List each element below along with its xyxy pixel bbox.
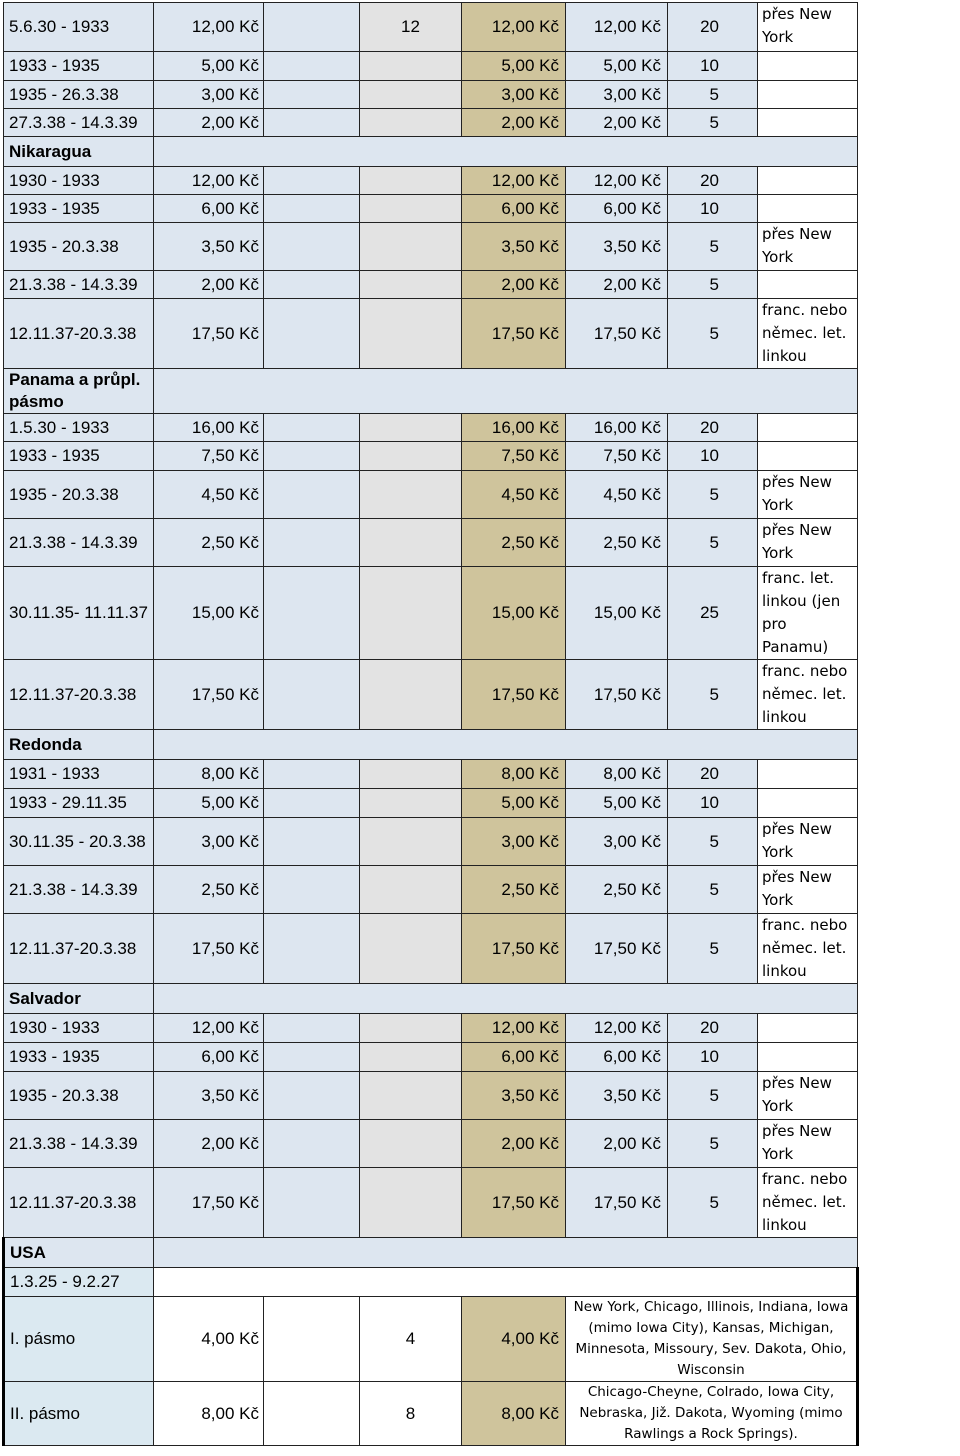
weight-value: 25 xyxy=(668,567,758,660)
weight-value: 5 xyxy=(668,109,758,137)
weight-value: 20 xyxy=(668,3,758,52)
rate-value: 17,50 Kč xyxy=(154,299,264,369)
route-note: franc. nebo němec. let. linkou xyxy=(758,1168,858,1238)
section-fill xyxy=(154,730,858,760)
route-note xyxy=(758,271,858,299)
weight-value xyxy=(264,914,360,984)
weight-value: 5 xyxy=(668,271,758,299)
weight-value xyxy=(264,271,360,299)
weight-value xyxy=(264,1014,360,1043)
row-period: 27.3.38 - 14.3.39 xyxy=(4,109,154,137)
weight-value xyxy=(264,567,360,660)
route-note: přes New York xyxy=(758,866,858,914)
count-value xyxy=(360,866,462,914)
count-value xyxy=(360,1043,462,1072)
rate-value: 6,00 Kč xyxy=(462,195,566,223)
rate-value: 6,00 Kč xyxy=(566,1043,668,1072)
count-value xyxy=(360,442,462,471)
weight-value: 5 xyxy=(668,1168,758,1238)
rate-value: 2,00 Kč xyxy=(462,109,566,137)
rate-value: 2,00 Kč xyxy=(462,271,566,299)
weight-value xyxy=(264,3,360,52)
row-period: 5.6.30 - 1933 xyxy=(4,3,154,52)
route-note: přes New York xyxy=(758,223,858,271)
rate-value: 17,50 Kč xyxy=(566,660,668,730)
route-note xyxy=(758,81,858,109)
rate-value: 15,00 Kč xyxy=(154,567,264,660)
route-note xyxy=(758,52,858,81)
row-period: 12.11.37-20.3.38 xyxy=(4,660,154,730)
rate-value: 2,00 Kč xyxy=(154,1120,264,1168)
weight-value: 20 xyxy=(668,167,758,195)
weight-value: 5 xyxy=(668,471,758,519)
weight-value: 5 xyxy=(668,914,758,984)
rate-value: 2,50 Kč xyxy=(154,519,264,567)
count-value: 12 xyxy=(360,3,462,52)
row-period: 21.3.38 - 14.3.39 xyxy=(4,1120,154,1168)
rate-value: 3,50 Kč xyxy=(154,223,264,271)
weight-value xyxy=(264,1297,360,1382)
row-period: 1930 - 1933 xyxy=(4,1014,154,1043)
section-title: USA xyxy=(4,1238,154,1268)
rate-value: 5,00 Kč xyxy=(566,52,668,81)
weight-value xyxy=(264,1072,360,1120)
count-value xyxy=(360,760,462,789)
weight-value: 5 xyxy=(668,1072,758,1120)
count-value xyxy=(360,1072,462,1120)
route-note xyxy=(758,1043,858,1072)
airmail-rate-table xyxy=(2,2,859,1446)
section-title: Nikaragua xyxy=(4,137,154,167)
row-period: 21.3.38 - 14.3.39 xyxy=(4,866,154,914)
route-note xyxy=(758,414,858,442)
rate-value: 17,50 Kč xyxy=(462,1168,566,1238)
row-period: 1935 - 20.3.38 xyxy=(4,223,154,271)
rate-value: 17,50 Kč xyxy=(566,299,668,369)
route-note: přes New York xyxy=(758,471,858,519)
weight-value: 5 xyxy=(668,223,758,271)
rate-value: 17,50 Kč xyxy=(462,914,566,984)
count-value xyxy=(360,271,462,299)
rate-value: 2,50 Kč xyxy=(566,519,668,567)
count-value xyxy=(360,299,462,369)
rate-value: 2,00 Kč xyxy=(566,271,668,299)
row-period: 1930 - 1933 xyxy=(4,167,154,195)
count-value: 4 xyxy=(360,1297,462,1382)
count-value xyxy=(360,1168,462,1238)
rate-value: 2,00 Kč xyxy=(566,109,668,137)
row-period: 1.3.25 - 9.2.27 xyxy=(4,1268,154,1297)
weight-value xyxy=(264,52,360,81)
weight-value: 10 xyxy=(668,195,758,223)
route-note: franc. let. linkou (jen pro Panamu) xyxy=(758,567,858,660)
rate-value: 3,50 Kč xyxy=(566,1072,668,1120)
rate-value: 16,00 Kč xyxy=(566,414,668,442)
route-note xyxy=(758,442,858,471)
route-note: franc. nebo němec. let. linkou xyxy=(758,914,858,984)
rate-value: 7,50 Kč xyxy=(566,442,668,471)
rate-value: 2,50 Kč xyxy=(154,866,264,914)
route-note: přes New York xyxy=(758,1072,858,1120)
weight-value: 20 xyxy=(668,760,758,789)
weight-value xyxy=(264,1168,360,1238)
rate-value: 12,00 Kč xyxy=(462,3,566,52)
rate-value: 12,00 Kč xyxy=(154,3,264,52)
row-period: 1935 - 26.3.38 xyxy=(4,81,154,109)
section-fill xyxy=(154,369,858,414)
weight-value xyxy=(264,442,360,471)
rate-value: 12,00 Kč xyxy=(566,1014,668,1043)
rate-value: 4,50 Kč xyxy=(462,471,566,519)
weight-value xyxy=(264,109,360,137)
rate-value: 8,00 Kč xyxy=(462,1382,566,1446)
rate-value: 3,50 Kč xyxy=(462,223,566,271)
route-note: Chicago-Cheyne, Colrado, Iowa City, Nebraska, Již. Dakota, Wyoming (mimo Rawlings a Rock Springs). xyxy=(566,1382,858,1446)
count-value xyxy=(360,195,462,223)
route-note xyxy=(758,789,858,818)
section-fill xyxy=(154,1238,858,1268)
rate-value: 2,50 Kč xyxy=(566,866,668,914)
rate-value: 3,50 Kč xyxy=(566,223,668,271)
rate-value: 17,50 Kč xyxy=(462,299,566,369)
route-note: franc. nebo němec. let. linkou xyxy=(758,299,858,369)
count-value xyxy=(360,818,462,866)
row-period: 1935 - 20.3.38 xyxy=(4,471,154,519)
section-fill xyxy=(154,984,858,1014)
rate-value: 4,00 Kč xyxy=(154,1297,264,1382)
section-title: Salvador xyxy=(4,984,154,1014)
weight-value xyxy=(264,1120,360,1168)
count-value xyxy=(360,914,462,984)
rate-value: 3,00 Kč xyxy=(566,81,668,109)
rate-value: 6,00 Kč xyxy=(566,195,668,223)
rate-value: 8,00 Kč xyxy=(566,760,668,789)
weight-value: 5 xyxy=(668,299,758,369)
rate-value: 17,50 Kč xyxy=(566,914,668,984)
row-period: 30.11.35- 11.11.37 xyxy=(4,567,154,660)
count-value xyxy=(360,1014,462,1043)
rate-value: 17,50 Kč xyxy=(154,1168,264,1238)
row-period: 1933 - 1935 xyxy=(4,195,154,223)
rate-value: 3,00 Kč xyxy=(566,818,668,866)
row-period: 12.11.37-20.3.38 xyxy=(4,299,154,369)
rate-value: 2,00 Kč xyxy=(154,109,264,137)
row-period: 1935 - 20.3.38 xyxy=(4,1072,154,1120)
row-period: 1933 - 1935 xyxy=(4,1043,154,1072)
rate-value: 5,00 Kč xyxy=(154,789,264,818)
section-title: Panama a průpl. pásmo xyxy=(4,369,154,414)
rate-value: 6,00 Kč xyxy=(462,1043,566,1072)
weight-value xyxy=(264,519,360,567)
rate-value: 5,00 Kč xyxy=(462,52,566,81)
rate-value: 3,00 Kč xyxy=(462,818,566,866)
rate-value: 17,50 Kč xyxy=(566,1168,668,1238)
count-value: 8 xyxy=(360,1382,462,1446)
rate-value: 17,50 Kč xyxy=(154,914,264,984)
weight-value: 10 xyxy=(668,1043,758,1072)
weight-value xyxy=(264,789,360,818)
route-note: přes New York xyxy=(758,3,858,52)
row-period: 1933 - 1935 xyxy=(4,442,154,471)
rate-value: 8,00 Kč xyxy=(154,760,264,789)
weight-value xyxy=(264,818,360,866)
weight-value: 20 xyxy=(668,414,758,442)
route-note: přes New York xyxy=(758,1120,858,1168)
count-value xyxy=(360,109,462,137)
rate-value: 12,00 Kč xyxy=(154,1014,264,1043)
route-note: přes New York xyxy=(758,519,858,567)
weight-value xyxy=(264,167,360,195)
rate-value: 12,00 Kč xyxy=(566,3,668,52)
row-period: 30.11.35 - 20.3.38 xyxy=(4,818,154,866)
rate-value: 3,00 Kč xyxy=(154,818,264,866)
weight-value: 20 xyxy=(668,1014,758,1043)
rate-value: 6,00 Kč xyxy=(154,1043,264,1072)
rate-value: 12,00 Kč xyxy=(462,1014,566,1043)
rate-value: 3,00 Kč xyxy=(462,81,566,109)
count-value xyxy=(360,660,462,730)
count-value xyxy=(360,167,462,195)
weight-value xyxy=(264,1382,360,1446)
rate-value: 12,00 Kč xyxy=(154,167,264,195)
rate-value: 7,50 Kč xyxy=(154,442,264,471)
rate-value: 8,00 Kč xyxy=(154,1382,264,1446)
rate-value: 3,50 Kč xyxy=(154,1072,264,1120)
row-period: 1933 - 29.11.35 xyxy=(4,789,154,818)
weight-value: 10 xyxy=(668,789,758,818)
route-note: New York, Chicago, Illinois, Indiana, Iowa (mimo Iowa City), Kansas, Michigan, Minnesota, Missoury, Sev. Dakota, Ohio, Wisconsin xyxy=(566,1297,858,1382)
route-note xyxy=(758,760,858,789)
row-period: 1931 - 1933 xyxy=(4,760,154,789)
weight-value: 5 xyxy=(668,81,758,109)
rate-value: 7,50 Kč xyxy=(462,442,566,471)
rate-value: 12,00 Kč xyxy=(566,167,668,195)
count-value xyxy=(360,223,462,271)
row-period: 21.3.38 - 14.3.39 xyxy=(4,519,154,567)
rate-value: 8,00 Kč xyxy=(462,760,566,789)
weight-value: 5 xyxy=(668,866,758,914)
rate-value: 15,00 Kč xyxy=(566,567,668,660)
count-value xyxy=(360,567,462,660)
row-period: 21.3.38 - 14.3.39 xyxy=(4,271,154,299)
weight-value xyxy=(264,414,360,442)
rate-value: 6,00 Kč xyxy=(154,195,264,223)
rate-value: 2,00 Kč xyxy=(154,271,264,299)
rate-value: 3,50 Kč xyxy=(462,1072,566,1120)
weight-value: 5 xyxy=(668,660,758,730)
weight-value xyxy=(264,223,360,271)
row-period: 12.11.37-20.3.38 xyxy=(4,1168,154,1238)
count-value xyxy=(360,789,462,818)
row-fill xyxy=(154,1268,858,1297)
rate-value: 2,00 Kč xyxy=(462,1120,566,1168)
route-note xyxy=(758,167,858,195)
count-value xyxy=(360,1120,462,1168)
rate-value: 17,50 Kč xyxy=(154,660,264,730)
rate-value: 5,00 Kč xyxy=(462,789,566,818)
rate-value: 2,50 Kč xyxy=(462,866,566,914)
section-title: Redonda xyxy=(4,730,154,760)
rate-value: 15,00 Kč xyxy=(462,567,566,660)
rate-value: 5,00 Kč xyxy=(566,789,668,818)
rate-value: 16,00 Kč xyxy=(462,414,566,442)
route-note: přes New York xyxy=(758,818,858,866)
rate-value: 5,00 Kč xyxy=(154,52,264,81)
weight-value: 10 xyxy=(668,442,758,471)
weight-value xyxy=(264,760,360,789)
route-note: franc. nebo němec. let. linkou xyxy=(758,660,858,730)
row-period: I. pásmo xyxy=(4,1297,154,1382)
route-note xyxy=(758,109,858,137)
rate-value: 2,00 Kč xyxy=(566,1120,668,1168)
rate-value: 2,50 Kč xyxy=(462,519,566,567)
count-value xyxy=(360,471,462,519)
weight-value: 5 xyxy=(668,519,758,567)
row-period: 12.11.37-20.3.38 xyxy=(4,914,154,984)
weight-value xyxy=(264,195,360,223)
count-value xyxy=(360,519,462,567)
route-note xyxy=(758,1014,858,1043)
weight-value xyxy=(264,81,360,109)
count-value xyxy=(360,414,462,442)
weight-value: 5 xyxy=(668,818,758,866)
rate-value: 4,50 Kč xyxy=(566,471,668,519)
count-value xyxy=(360,81,462,109)
weight-value: 5 xyxy=(668,1120,758,1168)
weight-value xyxy=(264,299,360,369)
weight-value xyxy=(264,1043,360,1072)
row-period: 1.5.30 - 1933 xyxy=(4,414,154,442)
rate-value: 3,00 Kč xyxy=(154,81,264,109)
row-period: II. pásmo xyxy=(4,1382,154,1446)
route-note xyxy=(758,195,858,223)
weight-value xyxy=(264,866,360,914)
count-value xyxy=(360,52,462,81)
rate-value: 16,00 Kč xyxy=(154,414,264,442)
section-fill xyxy=(154,137,858,167)
rate-value: 12,00 Kč xyxy=(462,167,566,195)
row-period: 1933 - 1935 xyxy=(4,52,154,81)
rate-value: 4,50 Kč xyxy=(154,471,264,519)
weight-value xyxy=(264,660,360,730)
weight-value xyxy=(264,471,360,519)
rate-value: 4,00 Kč xyxy=(462,1297,566,1382)
weight-value: 10 xyxy=(668,52,758,81)
rate-value: 17,50 Kč xyxy=(462,660,566,730)
